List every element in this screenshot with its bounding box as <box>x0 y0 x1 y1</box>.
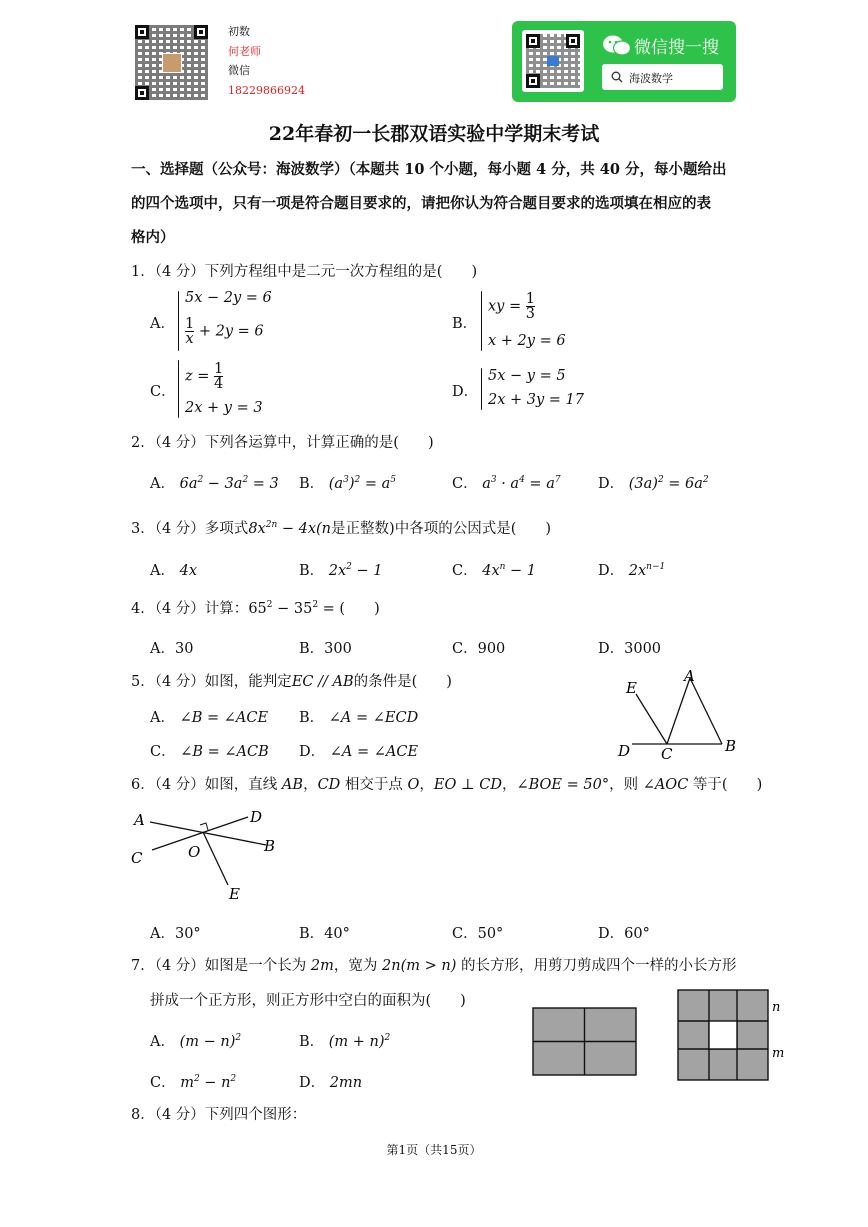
q7-square-figure <box>676 988 786 1082</box>
q1-option-a-eq1: 5x − 2y = 6 <box>185 290 272 306</box>
q4-option-d: D．3000 <box>598 641 662 657</box>
q6-option-b: B．40° <box>299 926 350 942</box>
q7-option-c: C． $m^2 - n^2$ <box>150 1074 237 1091</box>
q4-stem: 4．（4 分）计算：$65^2 - 35^2$ = ( ) <box>131 600 380 617</box>
q4-option-a: A．30 <box>150 641 194 657</box>
q5-label-C: C <box>661 745 673 763</box>
q1-option-a-label: A． <box>150 316 175 332</box>
q8-stem: 8．（4 分）下列四个图形： <box>131 1107 307 1123</box>
wechat-icon <box>602 34 632 56</box>
wechat-search-input[interactable] <box>602 64 723 90</box>
q3-option-a: A． 4x <box>150 563 197 579</box>
q2-option-b: B． $(a^3)^2 = a^5$ <box>299 475 396 492</box>
q6-label-A: A <box>134 811 145 829</box>
q7-option-a: A． $(m - n)^2$ <box>150 1033 242 1050</box>
q2-option-d: D． $(3a)^2 = 6a^2$ <box>598 475 709 492</box>
q7-option-d: D． 2mn <box>299 1075 363 1091</box>
q6-label-E: E <box>229 885 240 903</box>
q1-option-c-label: C． <box>150 384 176 400</box>
section-heading-line-1: 一、选择题（公众号：海波数学）（本题共 10 个小题，每小题 4 分，共 40 分，每小题给出 <box>131 161 727 178</box>
contact-line-1: 初数 <box>228 25 250 38</box>
q6-label-D: D <box>250 808 263 826</box>
q6-option-c: C．50° <box>452 926 504 942</box>
contact-info <box>228 22 305 100</box>
q3-stem: 3．（4 分）多项式$8x^{2n} - 4x(n$是正整数)中各项的公因式是( ) <box>131 520 552 537</box>
q5-label-E: E <box>626 679 637 697</box>
qr-code-right <box>522 30 584 92</box>
q2-option-a: A． $6a^2 - 3a^2 = 3$ <box>150 475 279 492</box>
q5-figure <box>612 664 742 764</box>
q1-option-b-eq1: xy = $\frac{1}{3}$ <box>488 291 535 322</box>
q3-option-d: D． $2x^{n-1}$ <box>598 562 666 579</box>
q5-label-B: B <box>725 737 737 755</box>
q6-figure <box>128 805 288 905</box>
q1-option-d-eq2: 2x + 3y = 17 <box>488 392 585 408</box>
q1-option-b-eq2: x + 2y = 6 <box>488 333 566 349</box>
q1-option-d-eq1: 5x − y = 5 <box>488 368 566 384</box>
section-heading-line-2: 的四个选项中，只有一项是符合题目要求的，请把你认为符合题目要求的选项填在相应的表 <box>131 195 711 212</box>
q5-option-a: A． ∠B = ∠ACE <box>150 710 269 726</box>
q4-option-c: C．900 <box>452 641 506 657</box>
page-footer: 第1页（共15页） <box>386 1143 482 1157</box>
q1-stem: 1．（4 分）下列方程组中是二元一次方程组的是( ) <box>131 264 478 280</box>
q5-option-b: B． ∠A = ∠ECD <box>299 710 419 726</box>
q6-stem: 6．（4 分）如图，直线 AB，CD 相交于点 O，EO ⊥ CD，∠BOE = 50°，则 ∠AOC 等于( ) <box>131 777 763 793</box>
search-text: 海波数学 <box>629 72 673 85</box>
q5-label-D: D <box>618 742 631 760</box>
q4-option-b: B．300 <box>299 641 352 657</box>
q2-option-c: C． $a^3 \cdot a^4 = a^7$ <box>452 475 561 492</box>
section-heading-line-3: 格内） <box>131 229 175 246</box>
contact-line-2: 何老师 <box>228 44 261 58</box>
q5-option-c: C． ∠B = ∠ACB <box>150 744 269 760</box>
q6-label-O: O <box>188 843 201 861</box>
q1-option-b-label: B． <box>452 316 478 332</box>
q6-option-d: D．60° <box>598 926 650 942</box>
q1-option-d-label: D． <box>452 384 479 400</box>
wechat-search-label: 微信搜一搜 <box>634 38 719 58</box>
search-icon <box>611 71 623 83</box>
q5-option-d: D． ∠A = ∠ACE <box>299 744 419 760</box>
qr-code-left <box>135 25 208 100</box>
q7-rectangle-figure <box>532 1007 638 1077</box>
q7-label-m: m <box>772 1046 785 1061</box>
q1-option-c-eq2: 2x + y = 3 <box>185 400 263 416</box>
q7-option-b: B． $(m + n)^2$ <box>299 1033 391 1050</box>
q6-label-C: C <box>131 849 143 867</box>
q5-stem: 5．（4 分）如图，能判定EC // AB的条件是( ) <box>131 674 452 690</box>
q1-option-a-eq2: $\frac{1}{x}$ + 2y = 6 <box>185 316 264 347</box>
q6-label-B: B <box>264 837 276 855</box>
q2-stem: 2．（4 分）下列各运算中，计算正确的是( ) <box>131 435 434 451</box>
q7-label-n: n <box>772 1000 781 1015</box>
q5-label-A: A <box>684 667 695 685</box>
q3-option-c: C． $4x^n - 1$ <box>452 562 537 579</box>
q1-option-c-eq1: z = $\frac{1}{4}$ <box>185 361 224 392</box>
wechat-search-banner <box>512 21 736 102</box>
q7-stem-line-2: 拼成一个正方形，则正方形中空白的面积为( ) <box>150 993 466 1009</box>
page-title: 22年春初一长郡双语实验中学期末考试 <box>268 123 600 145</box>
q6-option-a: A．30° <box>150 926 201 942</box>
q3-option-b: B． $2x^2 - 1$ <box>299 562 383 579</box>
contact-phone: 18229866924 <box>228 83 305 97</box>
q7-stem-line-1: 7．（4 分）如图是一个长为 2m，宽为 2n(m > n) 的长方形，用剪刀剪成四个一样的小长方形 <box>131 958 737 974</box>
contact-line-3: 微信 <box>228 64 250 77</box>
